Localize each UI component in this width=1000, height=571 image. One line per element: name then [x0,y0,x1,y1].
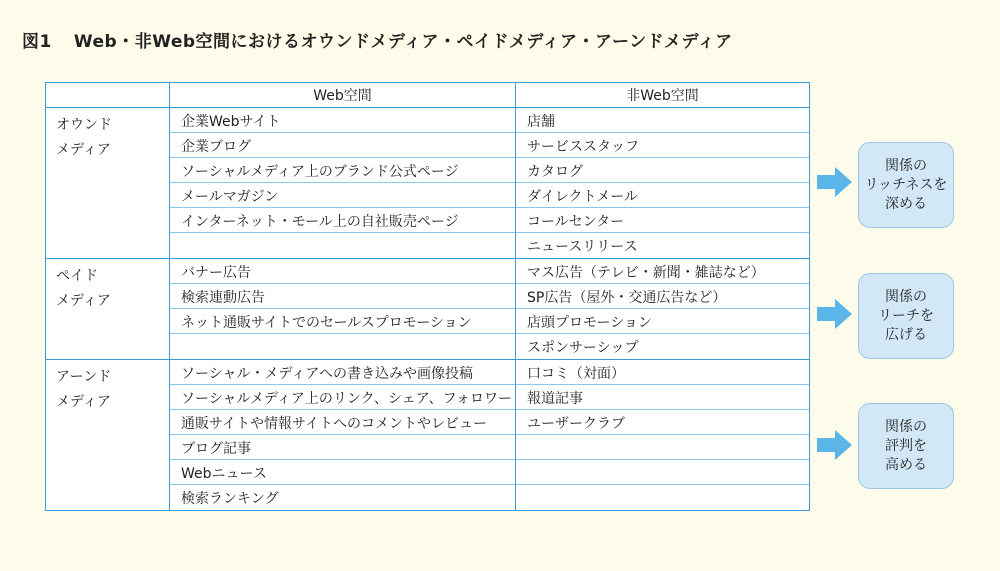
owned-nonweb-cell [516,108,810,259]
list-item: 店頭プロモーション [516,309,809,334]
effect-line: リーチを [878,307,934,324]
table-header-row [46,83,810,108]
list-item [170,334,515,359]
category-line: メディア [56,394,111,410]
list-item: 企業ブログ [170,133,515,158]
list-item: 報道記事 [516,385,809,410]
category-line: アーンド [56,369,112,385]
list-item: ソーシャル・メディアへの書き込みや画像投稿 [170,360,515,385]
list-item: カタログ [516,158,809,183]
list-item: ブログ記事 [170,435,515,460]
effect-line: 関係の [885,157,927,174]
list-item [516,485,809,510]
list-item: ネット通販サイトでのセールスプロモーション [170,309,515,334]
list-item: SP広告（屋外・交通広告など） [516,284,809,309]
effect-line: 関係の [885,288,927,305]
list-item: 口コミ（対面） [516,360,809,385]
category-line: オウンド [56,117,112,133]
header-nonweb: 非Web空間 [516,83,810,108]
right-arrow-icon [817,429,853,461]
category-paid [46,259,170,360]
effect-line: 深める [885,195,927,212]
header-blank [46,83,170,108]
list-item [516,435,809,460]
figure-title [22,27,733,52]
list-item: 検索連動広告 [170,284,515,309]
list-item: 店舗 [516,108,809,133]
list-item [516,460,809,485]
effect-box-reach [858,273,954,359]
owned-web-cell [170,108,516,259]
effect-line: リッチネスを [864,176,948,193]
list-item: Webニュース [170,460,515,485]
category-line: ペイド [56,268,98,284]
right-arrow-icon [817,166,853,198]
list-item: インターネット・モール上の自社販売ページ [170,208,515,233]
category-line: メディア [56,142,111,158]
list-item: コールセンター [516,208,809,233]
effect-line: 高める [885,456,927,473]
list-item: 企業Webサイト [170,108,515,133]
group-paid [46,259,810,360]
list-item: 通販サイトや情報サイトへのコメントやレビュー [170,410,515,435]
effect-box-richness [858,142,954,228]
list-item: ソーシャルメディア上のリンク、シェア、フォロワー [170,385,515,410]
category-line: メディア [56,293,111,309]
list-item: マス広告（テレビ・新聞・雑誌など） [516,259,809,284]
list-item: 検索ランキング [181,491,279,507]
list-item: バナー広告 [170,259,515,284]
effect-line: 評判を [885,437,927,454]
category-owned [46,108,170,259]
figure-title-text: Web・非Web空間におけるオウンドメディア・ペイドメディア・アーンドメディア [73,32,733,52]
group-earned [46,360,810,511]
paid-nonweb-cell [516,259,810,360]
group-owned [46,108,810,259]
list-item: ニュースリリース [527,239,638,255]
figure-number: 図1 [22,32,52,52]
effect-line: 関係の [885,418,927,435]
list-item: メールマガジン [170,183,515,208]
effect-line: 広げる [885,326,927,343]
list-item: サービススタッフ [516,133,809,158]
list-item [170,233,515,258]
list-item: ソーシャルメディア上のブランド公式ページ [170,158,515,183]
paid-web-cell [170,259,516,360]
list-item: ダイレクトメール [516,183,809,208]
media-table [45,82,810,511]
list-item: ユーザークラブ [516,410,809,435]
earned-nonweb-cell [516,360,810,511]
right-arrow-icon [817,298,853,330]
earned-web-cell [170,360,516,511]
list-item: スポンサーシップ [527,340,639,356]
category-earned [46,360,170,511]
header-web: Web空間 [170,83,516,108]
effect-box-reputation [858,403,954,489]
